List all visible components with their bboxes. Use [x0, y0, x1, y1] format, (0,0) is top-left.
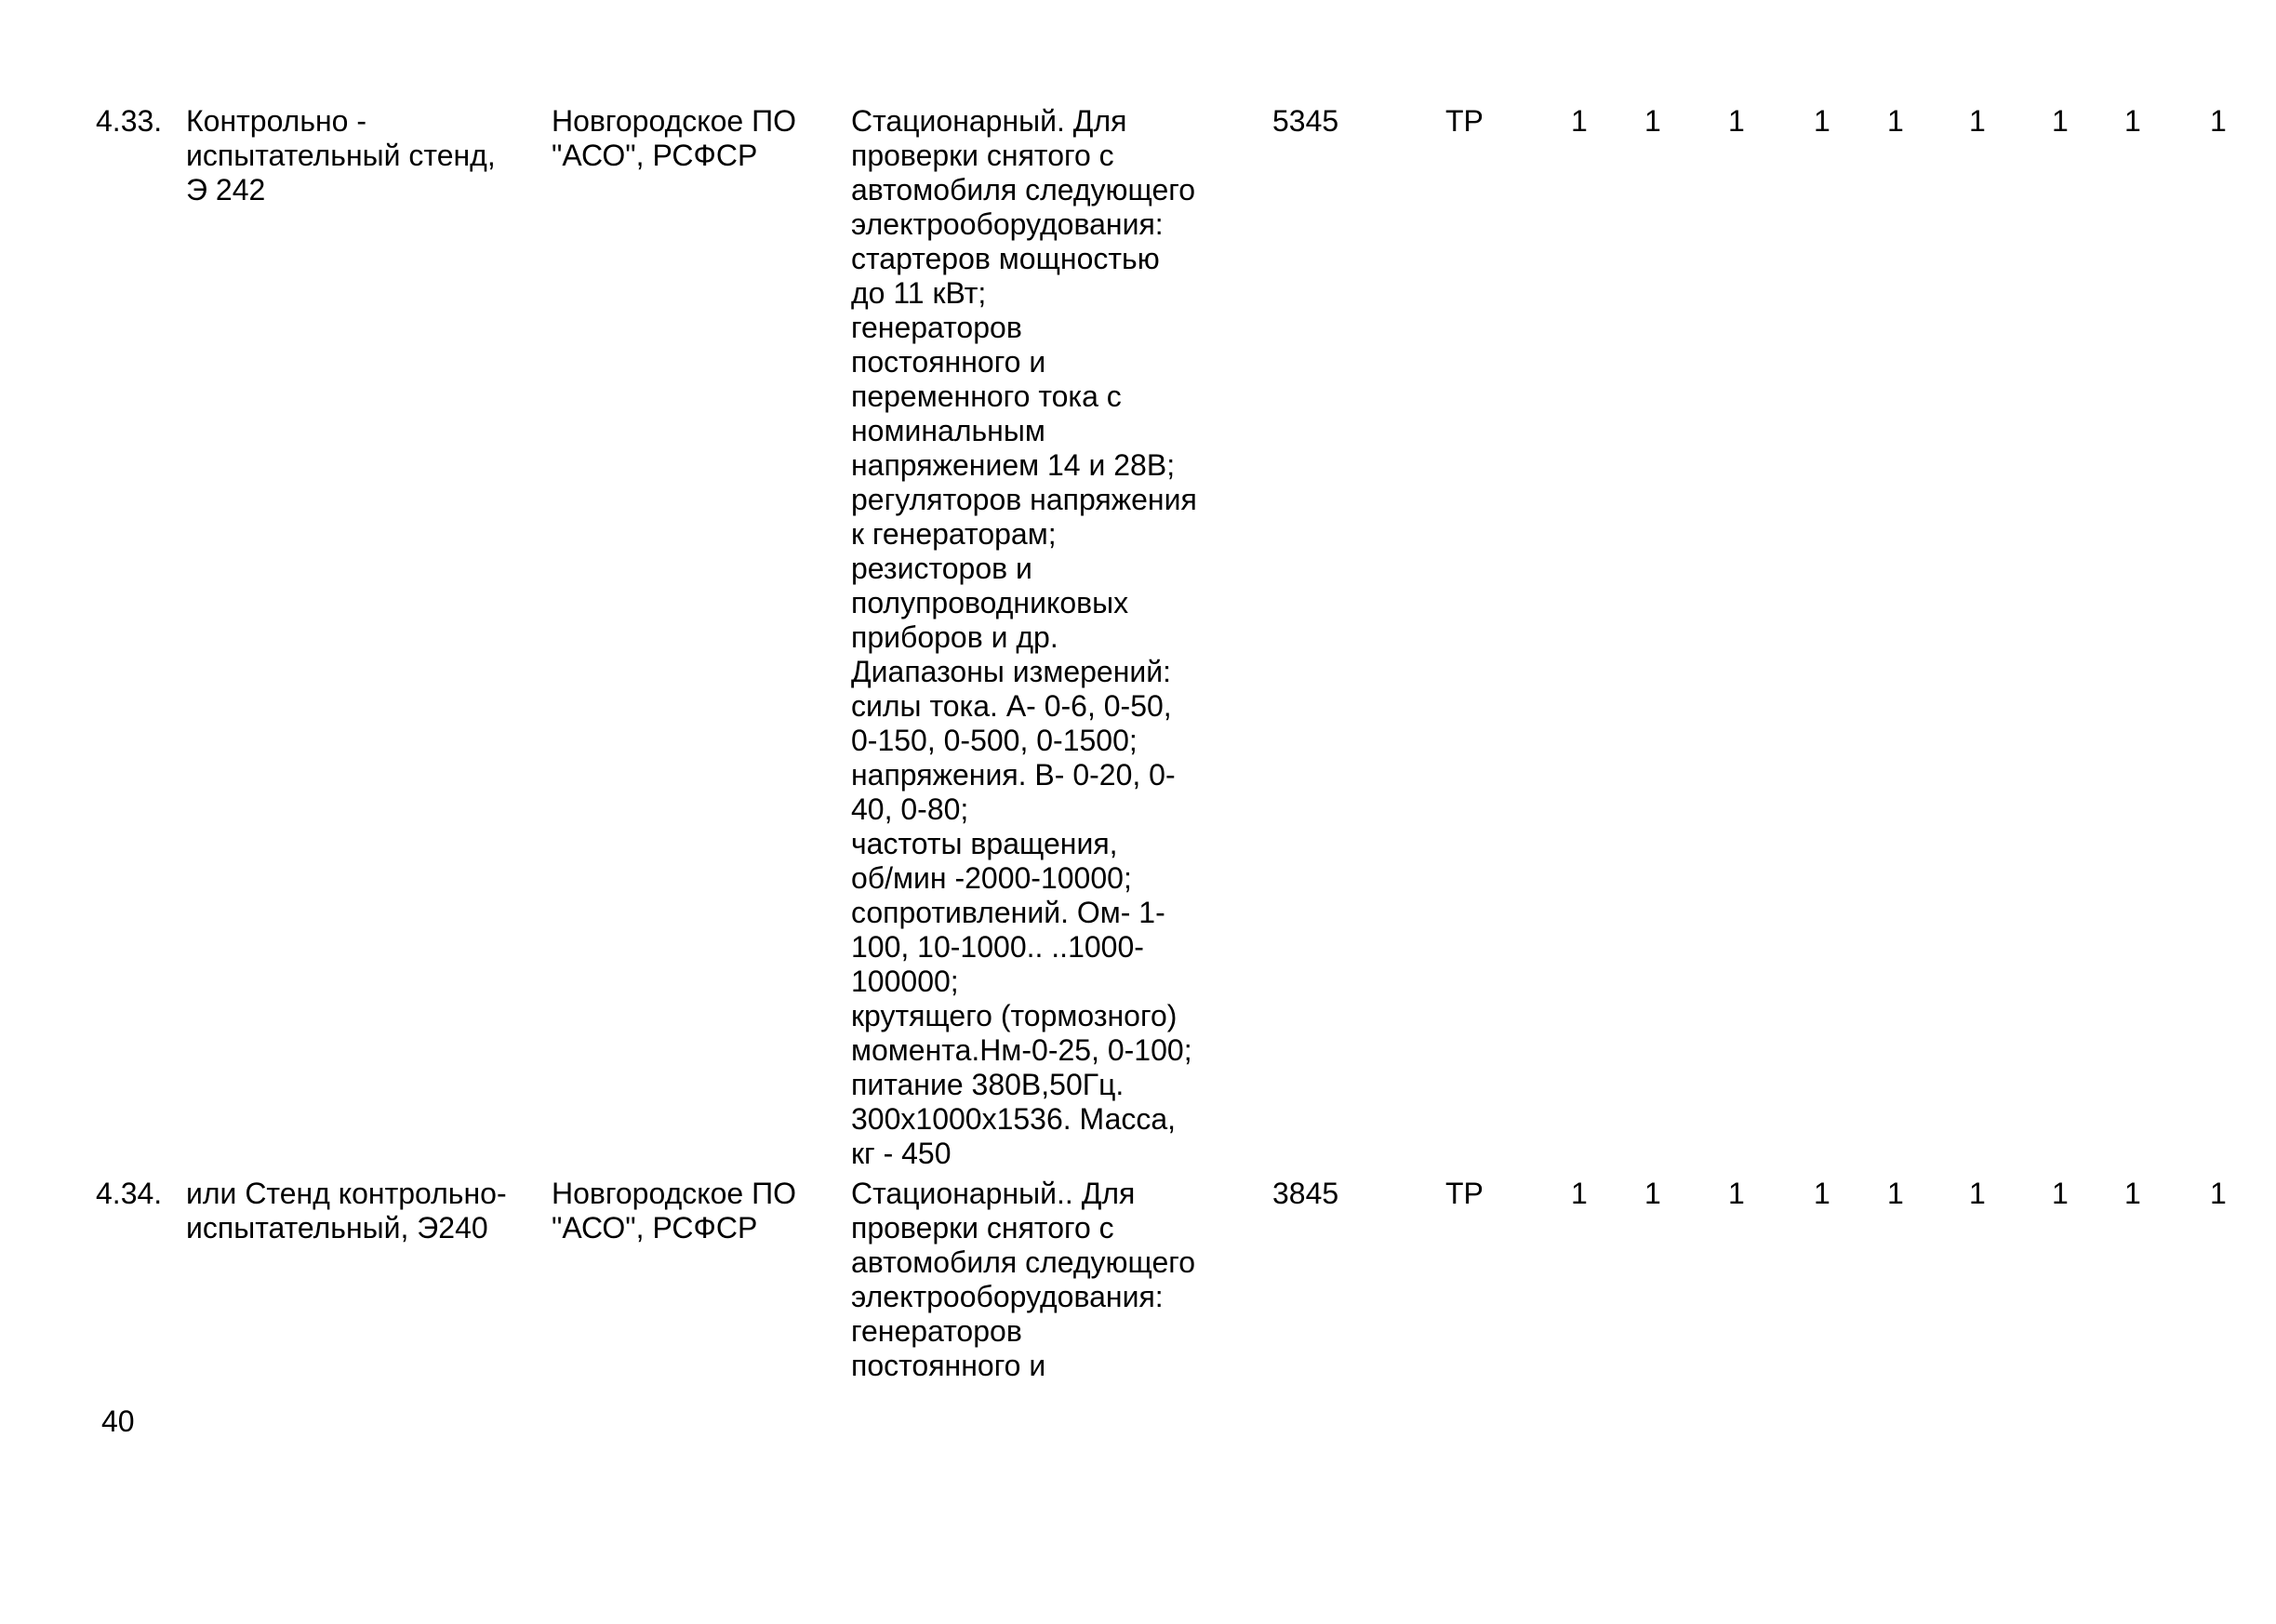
- equipment-name: или Стенд контрольно- испытательный, Э240: [186, 1177, 507, 1245]
- quantity-cell: 1: [2052, 1177, 2069, 1210]
- quantity-cell: 1: [2210, 1177, 2227, 1210]
- manufacturer: Новгородское ПО "АСО", РСФСР: [552, 104, 796, 172]
- row-number: 4.34.: [96, 1177, 163, 1210]
- quantity-cell: 1: [1728, 1177, 1745, 1210]
- equipment-description: Стационарный. Для проверки снятого с автомобиля следующего электрооборудования: стартеров мощностью до 11 кВт; генераторов постоянного и переменного тока с номинальным напряжением 14 и 28В; регуляторов напряжения к генераторам; резисторов и полупроводниковых приборов и др. Диапазоны измерений: силы тока. А- 0-6, 0-50, 0-150, 0-500, 0-1500; напряжения. В- 0-20, 0- 40, 0-80; частоты вращения, об/мин -2000-10000; сопротивлений. Ом- 1- 100, 10-1000.. ..1000- 100000; крутящего (тормозного) момента.Нм-0-25, 0-100; питание 380В,50Гц. 300x1000x1536. Масса, кг - 450: [851, 104, 1197, 1170]
- quantity-cell: 1: [1571, 104, 1588, 138]
- manufacturer: Новгородское ПО "АСО", РСФСР: [552, 1177, 796, 1245]
- row-number: 4.33.: [96, 104, 163, 138]
- quantity-cell: 1: [2210, 104, 2227, 138]
- service-type: ТР: [1445, 1177, 1484, 1210]
- quantity-cell: 1: [1887, 104, 1904, 138]
- quantity-cell: 1: [2052, 104, 2069, 138]
- quantity-cell: 1: [1969, 1177, 1986, 1210]
- quantity-cell: 1: [1728, 104, 1745, 138]
- service-type: ТР: [1445, 104, 1484, 138]
- quantity-cell: 1: [1644, 1177, 1661, 1210]
- quantity-cell: 1: [1571, 1177, 1588, 1210]
- equipment-description: Стационарный.. Для проверки снятого с автомобиля следующего электрооборудования: генераторов постоянного и: [851, 1177, 1196, 1382]
- quantity-cell: 1: [1814, 1177, 1830, 1210]
- equipment-name: Контрольно - испытательный стенд, Э 242: [186, 104, 496, 206]
- page-number: 40: [101, 1404, 135, 1438]
- price-value: 3845: [1272, 1177, 1339, 1210]
- quantity-cell: 1: [1814, 104, 1830, 138]
- quantity-cell: 1: [2124, 104, 2141, 138]
- quantity-cell: 1: [2124, 1177, 2141, 1210]
- quantity-cell: 1: [1644, 104, 1661, 138]
- quantity-cell: 1: [1969, 104, 1986, 138]
- quantity-cell: 1: [1887, 1177, 1904, 1210]
- price-value: 5345: [1272, 104, 1339, 138]
